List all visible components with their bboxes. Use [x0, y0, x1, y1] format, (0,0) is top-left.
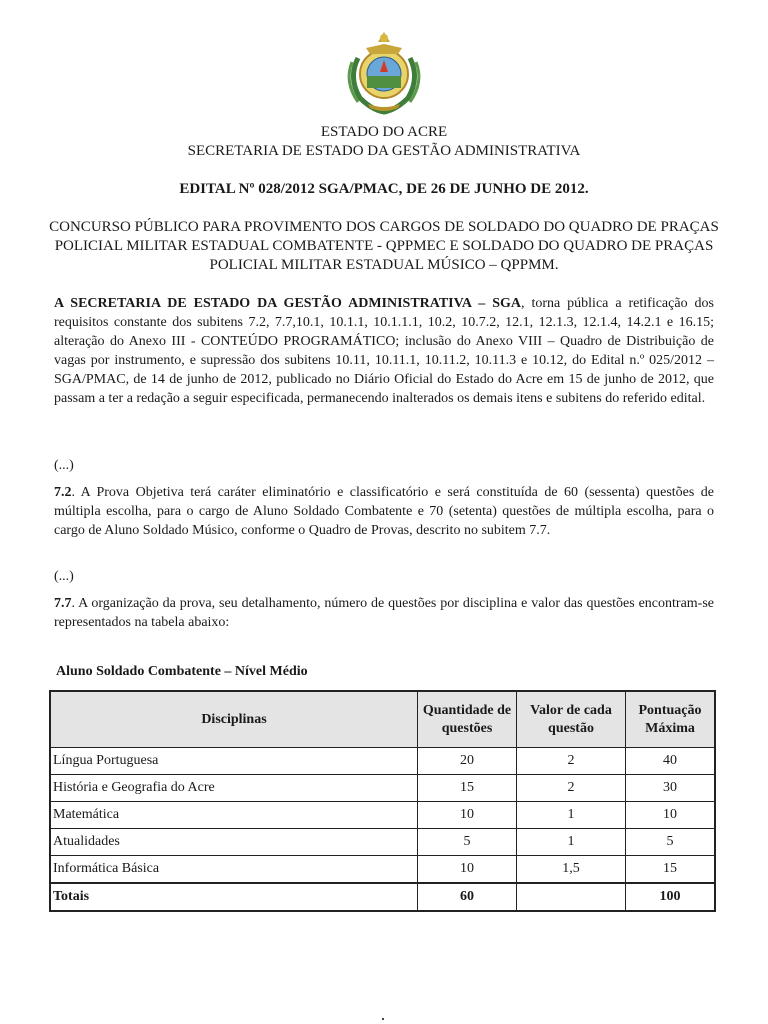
cell-quantidade: 20	[418, 748, 517, 775]
cell-disciplina: Matemática	[50, 802, 418, 829]
secretaria-heading: SECRETARIA DE ESTADO DA GESTÃO ADMINISTRATIVA	[187, 143, 581, 159]
cell-disciplina: História e Geografia do Acre	[50, 775, 418, 802]
cell-pontuacao: 10	[626, 802, 716, 829]
cell-quantidade: 5	[418, 829, 517, 856]
table-header-row	[50, 691, 715, 748]
table-row	[50, 829, 715, 856]
ellipsis-2: (...)	[54, 569, 74, 584]
table-row	[50, 856, 715, 884]
item-7-2-text: . A Prova Objetiva terá caráter eliminatório e classificatório e será constituída de 60 (sessenta) questões de múltipla escolha, para o cargo de Aluno Soldado Combatente e 70 (setenta) questões de múltipla escolha, para o cargo de Aluno Soldado Músico, conforme o Quadro de Provas, descrito no subitem 7.7.	[54, 485, 714, 538]
table-row	[50, 775, 715, 802]
ellipsis-1: (...)	[54, 458, 74, 473]
cell-disciplina: Língua Portuguesa	[50, 748, 418, 775]
cell-pontuacao: 15	[626, 856, 716, 884]
item-7-7-number: 7.7	[54, 596, 72, 611]
concurso-subtitle: CONCURSO PÚBLICO PARA PROVIMENTO DOS CARGOS DE SOLDADO DO QUADRO DE PRAÇAS POLICIAL MILITAR ESTADUAL COMBATENTE - QPPMEC E SOLDADO DO QUADRO DE PRAÇAS POLICIAL MILITAR ESTADUAL MÚSICO – QPPMM.	[49, 219, 719, 273]
cell-valor: 1	[517, 829, 626, 856]
table-row	[50, 748, 715, 775]
totals-label: Totais	[50, 883, 418, 911]
item-7-2-paragraph	[54, 483, 714, 540]
header-disciplinas: Disciplinas	[50, 691, 418, 748]
header-quantidade: Quantidade de questões	[418, 691, 517, 748]
cell-disciplina: Atualidades	[50, 829, 418, 856]
cell-valor: 2	[517, 748, 626, 775]
item-7-2-number: 7.2	[54, 485, 72, 500]
acre-coat-of-arms-icon	[338, 28, 430, 116]
totals-pontuacao: 100	[626, 883, 716, 911]
intro-bold: A SECRETARIA DE ESTADO DA GESTÃO ADMINISTRATIVA – SGA	[54, 296, 521, 311]
header-valor: Valor de cada questão	[517, 691, 626, 748]
item-7-7-text: . A organização da prova, seu detalhamento, número de questões por disciplina e valor das questões encontram-se representados na tabela abaixo:	[54, 596, 714, 630]
cell-disciplina: Informática Básica	[50, 856, 418, 884]
cell-pontuacao: 30	[626, 775, 716, 802]
totals-quantidade: 60	[418, 883, 517, 911]
page-mark	[382, 1018, 384, 1020]
totals-row	[50, 883, 715, 911]
cell-quantidade: 10	[418, 856, 517, 884]
state-heading: ESTADO DO ACRE	[320, 124, 448, 140]
totals-valor	[517, 883, 626, 911]
intro-text: , torna pública a retificação dos requisitos constante dos subitens 7.2, 7.7,10.1, 10.1.1, 10.1.1.1, 10.2, 10.7.2, 12.1, 12.1.3, 12.1.4, 14.2.1 e 16.15; alteração do Anexo III - CONTEÚDO PROGRAMÁTICO; inclusão do Anexo VIII – Quadro de Distribuição de vagas por instrumento, e supressão dos subitens 10.11, 10.11.1, 10.11.2, 10.11.3 e 10.12, do Edital n.º 025/2012 – SGA/PMAC, de 14 de junho de 2012, publicado no Diário Oficial do Estado do Acre em 15 de junho de 2012, que passam a ter a redação a seguir especificada, permanecendo inalterados os demais itens e subitens do referido edital.	[54, 296, 714, 406]
item-7-7-paragraph	[54, 594, 714, 632]
cell-valor: 2	[517, 775, 626, 802]
table-row	[50, 802, 715, 829]
cell-quantidade: 15	[418, 775, 517, 802]
cell-quantidade: 10	[418, 802, 517, 829]
edital-title: EDITAL Nº 028/2012 SGA/PMAC, DE 26 DE JUNHO DE 2012.	[179, 181, 589, 197]
header-pontuacao: Pontuação Máxima	[626, 691, 716, 748]
cell-pontuacao: 40	[626, 748, 716, 775]
table-caption: Aluno Soldado Combatente – Nível Médio	[56, 664, 308, 679]
exam-table	[49, 690, 716, 912]
cell-valor: 1,5	[517, 856, 626, 884]
cell-valor: 1	[517, 802, 626, 829]
cell-pontuacao: 5	[626, 829, 716, 856]
intro-paragraph	[54, 294, 714, 408]
